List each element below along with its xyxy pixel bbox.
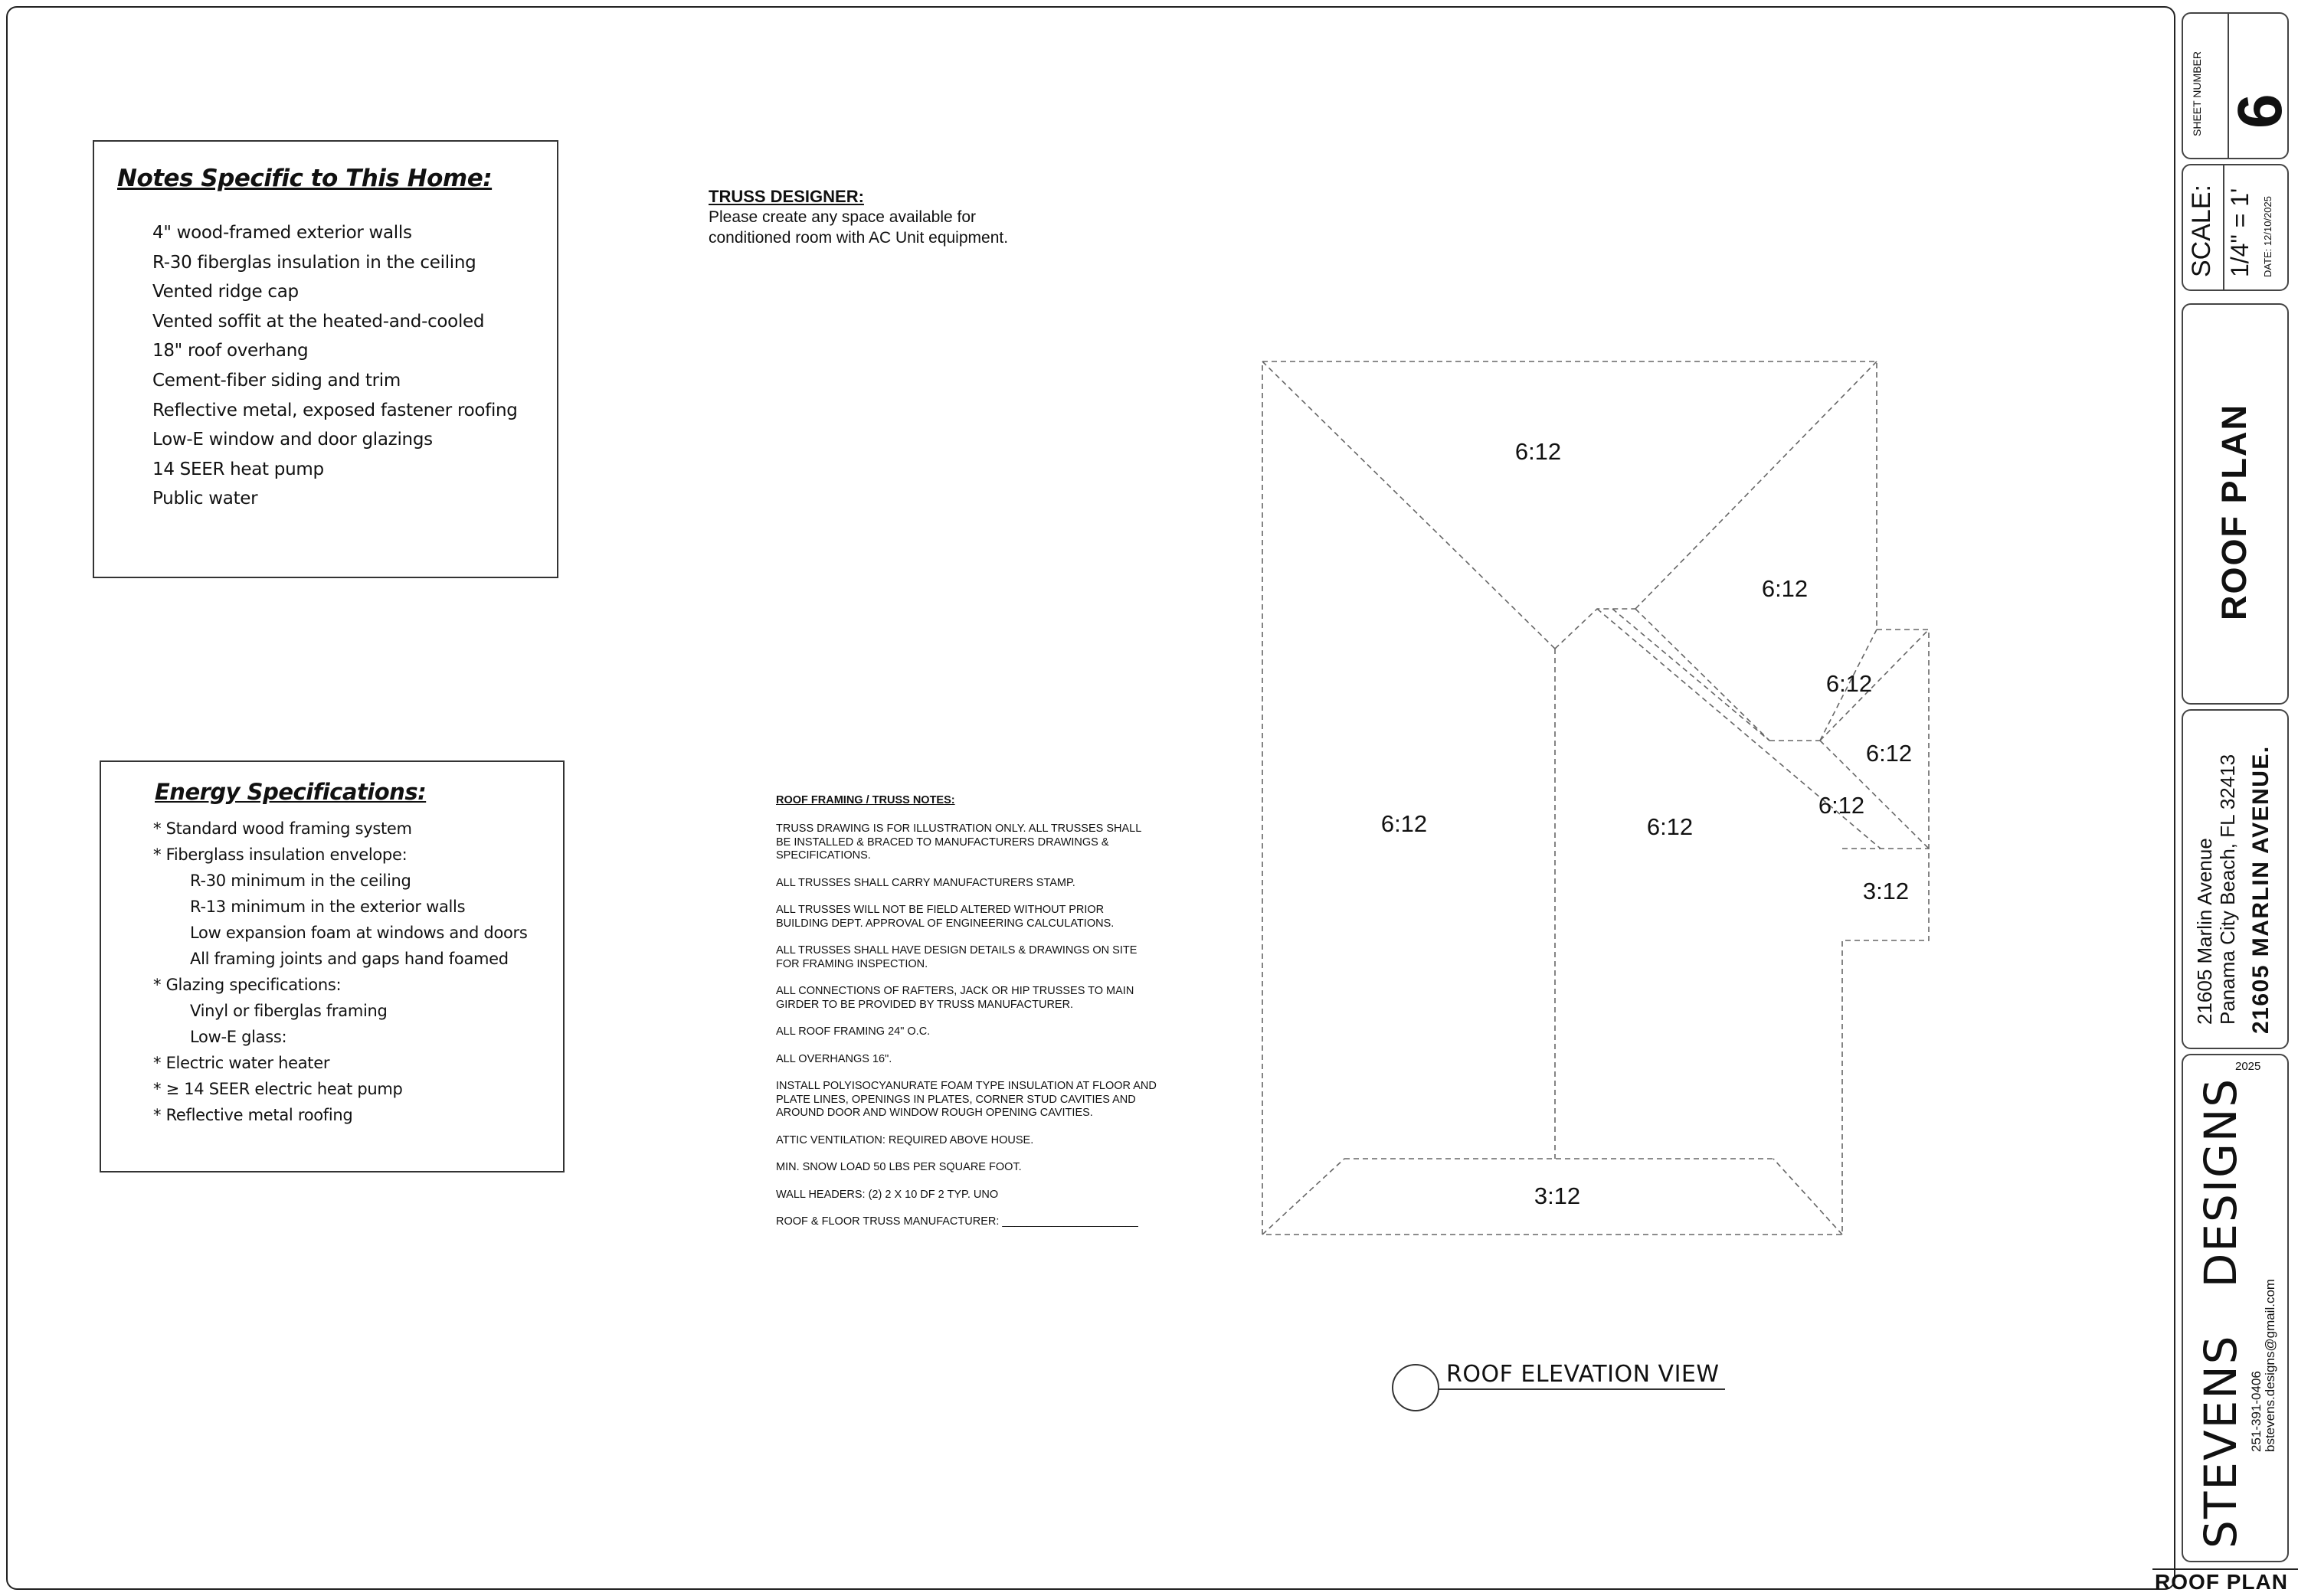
sheet-date: DATE: 12/10/2025 [2262, 196, 2273, 277]
company-block [2182, 1054, 2289, 1562]
elevation-label: ROOF ELEVATION VIEW [1446, 1361, 1720, 1388]
pitch-label: 3:12 [1534, 1182, 1581, 1209]
energy-item: R-30 minimum in the ceiling [190, 872, 411, 890]
roof-framing-note: ALL TRUSSES SHALL HAVE DESIGN DETAILS & DRAWINGS ON SITE FOR FRAMING INSPECTION. [776, 944, 1138, 970]
roof-framing-note: MIN. SNOW LOAD 50 LBS PER SQUARE FOOT. [776, 1161, 1022, 1173]
company-year: 2025 [2235, 1060, 2261, 1073]
energy-item: * Glazing specifications: [153, 976, 342, 994]
roof-framing-note: ALL OVERHANGS 16". [776, 1052, 892, 1065]
roof-framing-note: ATTIC VENTILATION: REQUIRED ABOVE HOUSE. [776, 1133, 1034, 1146]
sheet-number-label: SHEET NUMBER [2191, 51, 2203, 136]
truss-designer-title: TRUSS DESIGNER: [709, 187, 864, 206]
notes-item: Cement-fiber siding and trim [152, 371, 401, 391]
energy-box-title: Energy Specifications: [155, 779, 427, 805]
footer-sheet-title: ROOF PLAN [2155, 1570, 2288, 1594]
notes-item: Public water [152, 489, 258, 509]
roof-framing-note: ROOF & FLOOR TRUSS MANUFACTURER: ______________________ [776, 1215, 1138, 1228]
energy-item: * Fiberglass insulation envelope: [153, 845, 408, 864]
notes-item: Vented ridge cap [152, 282, 299, 303]
elevation-marker-circle [1393, 1365, 1439, 1411]
valley-line [1555, 609, 1635, 649]
company-phone: 251-391-0406 [2249, 1371, 2264, 1452]
address-line-2: Panama City Beach, FL 32413 [2216, 754, 2239, 1025]
pitch-label: 6:12 [1380, 810, 1428, 837]
sheet-title: ROOF PLAN [2215, 404, 2254, 620]
pitch-label: 6:12 [1825, 670, 1873, 697]
energy-item: * ≥ 14 SEER electric heat pump [153, 1080, 403, 1098]
roof-framing-note: ALL ROOF FRAMING 24" O.C. [776, 1025, 931, 1038]
truss-designer-line-2: conditioned room with AC Unit equipment. [709, 229, 1009, 247]
pitch-label: 3:12 [1862, 878, 1910, 904]
project-block [2182, 709, 2289, 1049]
scale-label: SCALE: [2187, 185, 2216, 277]
sheet-number-block [2182, 12, 2295, 159]
company-email: bstevens.designs@gmail.com [2263, 1278, 2277, 1452]
project-name: 21605 MARLIN AVENUE. [2248, 745, 2273, 1034]
notes-item: 14 SEER heat pump [152, 459, 324, 479]
hip-line [1773, 1159, 1842, 1235]
roof-framing-title: ROOF FRAMING / TRUSS NOTES: [776, 794, 955, 806]
hip-line [1635, 609, 1769, 741]
roof-framing-note: ALL TRUSSES WILL NOT BE FIELD ALTERED WITHOUT PRIOR BUILDING DEPT. APPROVAL OF ENGINEERING CALCULATIONS. [776, 904, 1115, 930]
hip-line [1262, 1159, 1344, 1235]
company-name: STEVENS DESIGNS [2195, 1077, 2247, 1549]
sheet-title-block [2182, 303, 2289, 705]
roof-framing-note: ALL TRUSSES SHALL CARRY MANUFACTURERS STAMP. [776, 876, 1075, 889]
roof-framing-note: WALL HEADERS: (2) 2 X 10 DF 2 TYP. UNO [776, 1188, 999, 1201]
pitch-label: 6:12 [1818, 792, 1865, 819]
notes-item: Reflective metal, exposed fastener roofing [152, 400, 518, 420]
energy-item: * Electric water heater [153, 1054, 330, 1072]
roof-framing-note: TRUSS DRAWING IS FOR ILLUSTRATION ONLY. ALL TRUSSES SHALL BE INSTALLED & BRACED TO MANUFACTURERS DRAWINGS & SPECIFICATIONS. [776, 823, 1142, 862]
address-line-1: 21605 Marlin Avenue [2193, 838, 2216, 1025]
notes-box-title: Notes Specific to This Home: [117, 165, 493, 192]
energy-item: Low expansion foam at windows and doors [190, 924, 528, 942]
energy-item: * Standard wood framing system [153, 819, 412, 838]
pitch-label: 6:12 [1514, 438, 1562, 465]
energy-item: Vinyl or fiberglas framing [190, 1002, 388, 1020]
notes-item: 4" wood-framed exterior walls [152, 223, 412, 243]
notes-item: 18" roof overhang [152, 341, 309, 361]
roof-framing-note: ALL CONNECTIONS OF RAFTERS, JACK OR HIP TRUSSES TO MAIN GIRDER TO BE PROVIDED BY TRUSS MANUFACTURER. [776, 985, 1134, 1011]
energy-item: All framing joints and gaps hand foamed [190, 950, 509, 968]
energy-item: R-13 minimum in the exterior walls [190, 898, 466, 916]
sheet-number: 6 [2225, 93, 2295, 129]
energy-item: Low-E glass: [190, 1028, 287, 1046]
hip-line [1262, 361, 1555, 649]
energy-item: * Reflective metal roofing [153, 1106, 353, 1124]
scale-block [2182, 164, 2289, 291]
pitch-label: 6:12 [1761, 575, 1809, 602]
notes-item: Low-E window and door glazings [152, 430, 433, 450]
hip-line [1635, 361, 1877, 609]
notes-item: Vented soffit at the heated-and-cooled [152, 311, 485, 332]
pitch-label: 6:12 [1646, 813, 1694, 840]
hip-line [1612, 609, 1769, 741]
scale-value: 1/4" = 1' [2226, 188, 2254, 277]
notes-item: R-30 fiberglas insulation in the ceiling [152, 252, 476, 273]
truss-designer-line-1: Please create any space available for [709, 208, 977, 226]
pitch-label: 6:12 [1865, 740, 1913, 767]
roof-framing-note: INSTALL POLYISOCYANURATE FOAM TYPE INSULATION AT FLOOR AND PLATE LINES, OPENINGS IN PLATES, CORNER STUD CAVITIES AND AROUND DOOR AND WINDOW ROUGH OPENING CAVITIES. [776, 1080, 1157, 1119]
